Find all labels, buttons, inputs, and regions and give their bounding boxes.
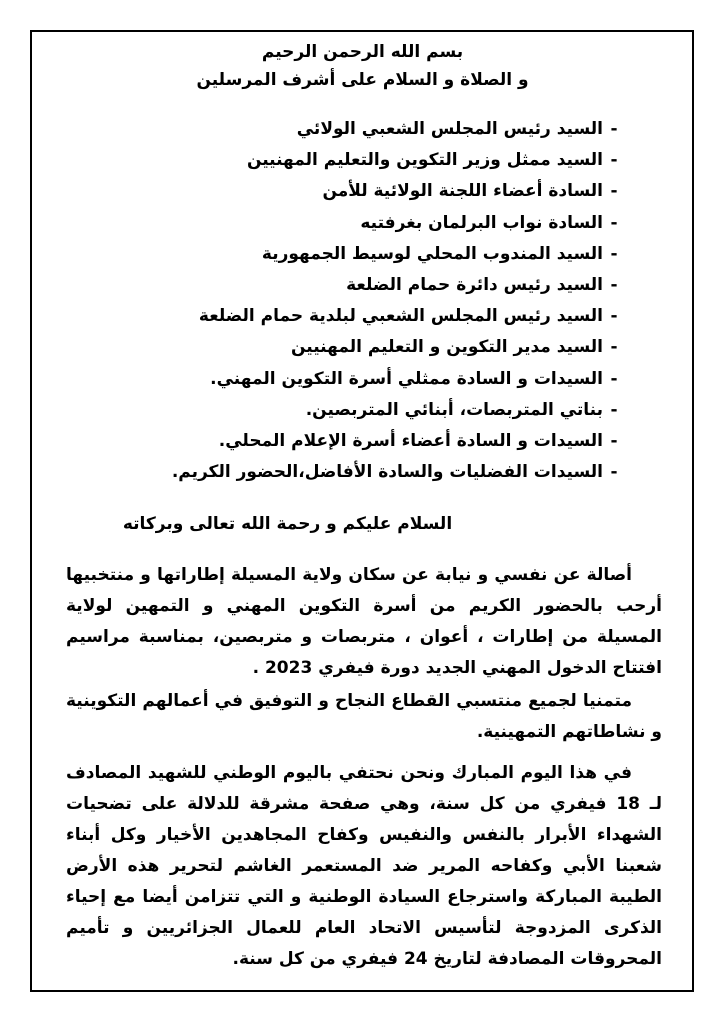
dash-marker: - bbox=[610, 274, 618, 295]
dash-marker: - bbox=[610, 119, 618, 139]
list-item-text: السيدات و السادة أعضاء أسرة الإعلام المحلي. bbox=[218, 430, 603, 451]
dash-marker: - bbox=[610, 430, 618, 451]
list-item bbox=[105, 145, 625, 176]
list-item bbox=[105, 208, 625, 239]
dash-marker: - bbox=[610, 306, 618, 327]
dash-marker: - bbox=[610, 337, 618, 358]
dash-marker: - bbox=[610, 212, 618, 233]
dash-marker: - bbox=[610, 368, 618, 389]
list-item bbox=[105, 426, 625, 457]
list-item-text: السيد المندوب المحلي لوسيط الجمهورية bbox=[261, 243, 603, 264]
dash-marker: - bbox=[610, 181, 618, 202]
dash-marker: - bbox=[610, 462, 618, 483]
addressee-list bbox=[105, 114, 625, 488]
paragraph-martyrs-day: في هذا اليوم المبارك ونحن نحتفي باليوم الوطني للشهيد المصادف لـ 18 فيفري من كل سنة، وهي صفحة مشرقة للدلالة على تضحيات الشهداء الأبرار بالنفس والنفيس وكفاح المجاهدين الأخيار وكل أبناء شعبنا الأبي وكفاحه المرير ضد المستعمر الغاشم لتحرير هذه الأرض الطيبة المباركة واسترجاع السيادة الوطنية و التي تتزامن أيضا مع إحياء الذكرى المزدوجة لتأسيس الاتحاد العام للعمال الجزائريين و تأميم المحروقات المصادفة لتاريخ 24 فيفري من كل سنة. bbox=[66, 763, 662, 969]
list-item bbox=[105, 332, 625, 363]
list-item bbox=[105, 114, 625, 145]
basmala-heading: بسم الله الرحمن الرحيم bbox=[261, 42, 464, 62]
list-item-text: السادة نواب البرلمان بغرفتيه bbox=[360, 212, 603, 233]
list-item-text: بناتي المتربصات، أبنائي المتربصين. bbox=[305, 399, 603, 420]
paragraph-welcome: أصالة عن نفسي و نيابة عن سكان ولاية المسيلة إطاراتها و منتخبيها أرحب بالحضور الكريم من أسرة التكوين المهني و التمهين لولاية المسيلة من إطارات ، أعوان ، متربصات و متربصين، بمناسبة مراسيم افتتاح الدخول المهني الجديد دورة فيفري 2023 . bbox=[66, 565, 662, 678]
list-item bbox=[105, 395, 625, 426]
salat-heading: و الصلاة و السلام على أشرف المرسلين bbox=[196, 70, 529, 90]
dash-marker: - bbox=[610, 243, 618, 264]
list-item bbox=[105, 239, 625, 270]
list-item-text: السيدات الفضليات والسادة الأفاضل،الحضور الكريم. bbox=[171, 462, 603, 483]
list-item-text: السيد ممثل وزير التكوين والتعليم المهنيين bbox=[246, 150, 603, 171]
list-item-text: السيد مدير التكوين و التعليم المهنيين bbox=[290, 337, 603, 358]
list-item-text: السيد رئيس المجلس الشعبي لبلدية حمام الضلعة bbox=[198, 306, 603, 327]
paragraph-wishes: متمنيا لجميع منتسبي القطاع النجاح و التوفيق في أعمالهم التكوينية و نشاطاتهم التمهينية. bbox=[66, 691, 662, 742]
list-item bbox=[105, 176, 625, 207]
list-item bbox=[105, 301, 625, 332]
greeting-line: السلام عليكم و رحمة الله تعالى وبركاته bbox=[122, 514, 453, 534]
dash-marker: - bbox=[610, 399, 618, 420]
list-item bbox=[105, 364, 625, 395]
list-item-text: السيد رئيس دائرة حمام الضلعة bbox=[346, 274, 603, 295]
dash-marker: - bbox=[610, 150, 618, 171]
list-item bbox=[105, 270, 625, 301]
list-item bbox=[105, 457, 625, 488]
list-item-text: السيد رئيس المجلس الشعبي الولائي bbox=[296, 119, 603, 139]
list-item-text: السادة أعضاء اللجنة الولائية للأمن bbox=[322, 181, 603, 202]
list-item-text: السيدات و السادة ممثلي أسرة التكوين المهني. bbox=[210, 368, 603, 389]
